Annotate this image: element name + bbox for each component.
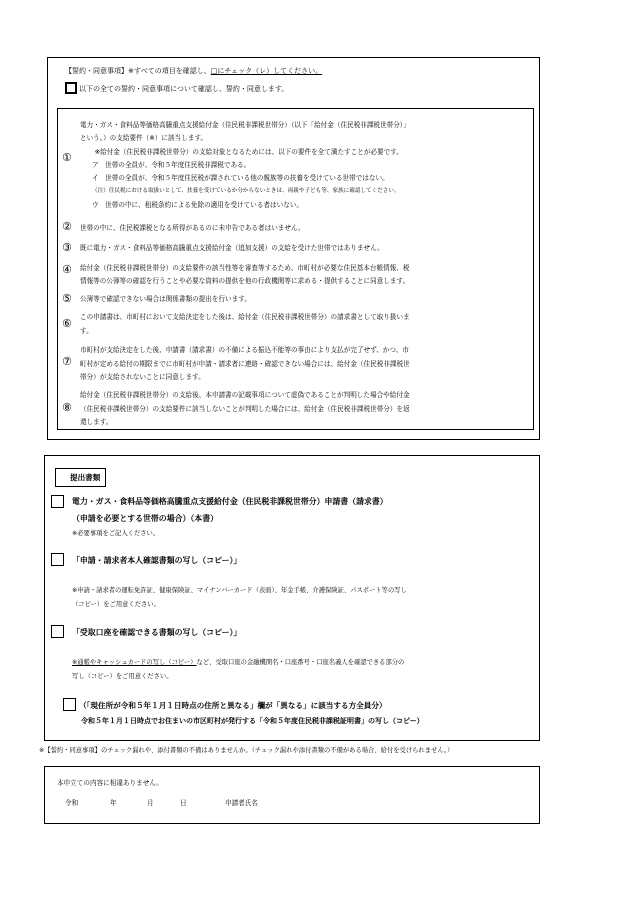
date-year-label: 年 — [110, 799, 117, 807]
item-number-7: ⑦ — [62, 355, 72, 368]
documents-heading: 提出書類 — [70, 473, 101, 482]
pledge-header-instruction: □にチェック（レ）してください。 — [210, 67, 323, 75]
item-1-note: （注）住民税における取扱いとして、扶養を受けているか分からないときは、両親や子ども等、家族に確認してください。 — [92, 188, 400, 194]
doc-1-title: 電力・ガス・食料品等価格高騰重点支援給付金（住民税非課税世帯分）申請書（請求書） — [72, 497, 388, 506]
date-month-label: 月 — [147, 799, 154, 807]
item-7-line-3: 帯分）が支給されないことに同意します。 — [80, 373, 205, 381]
item-number-6: ⑥ — [62, 317, 72, 330]
pledge-header — [65, 68, 322, 75]
date-era-label: 令和 — [65, 799, 79, 807]
item-7-line-2: 町村が定める給付の期限までに市町村が申請・請求者に連絡・確認できない場合には、給付金（住民税非課税世 — [80, 360, 410, 368]
doc-3-note-rest: など、受取口座の金融機関名・口座番号・口座名義人を確認できる部分の — [196, 659, 405, 666]
item-6-line-1: この申請書は、市町村において支給決定をした後は、給付金（住民税非課税世帯分）の請求書として取り扱いま — [80, 313, 410, 321]
item-1-line-4: ア 世帯の全員が、令和５年度住民税非課税である。 — [92, 161, 251, 169]
doc-4-checkbox[interactable] — [63, 698, 76, 711]
item-5-line-1: 公簿等で確認できない場合は関係書類の提出を行います。 — [80, 295, 251, 303]
item-6-line-2: す。 — [80, 327, 93, 335]
doc-4-title: （「現住所が令和５年１月１日時点の住所と異なる」欄が「異なる」に該当する方全員分） — [79, 701, 387, 710]
agree-all-label: 以下の全ての誓約・同意事項について確認し、誓約・同意します。 — [79, 85, 289, 93]
warning-text: ※【誓約・同意事項】のチェック漏れや、添付書類の不備はありませんか。（チェック漏れや添付書類の不備がある場合、給付を受けられません。） — [39, 747, 454, 754]
item-4-line-2: 情報等の公簿等の確認を行うことや必要な資料の提供を他の行政機関等に求める・提供することに同意します。 — [80, 277, 410, 285]
item-1-line-2: という。）の支給要件（※）に該当します。 — [80, 134, 207, 142]
doc-1-note: ※必要事項をご記入ください。 — [72, 530, 160, 537]
item-3-line-1: 既に電力・ガス・食料品等価格高騰重点支援給付金（追加支援）の支給を受けた世帯ではありません。 — [80, 244, 384, 252]
item-8-line-3: 還します。 — [80, 418, 113, 426]
item-8-line-2: （住民税非課税世帯分）の支給要件に該当しないことが判明した場合には、給付金（住民税非課税世帯分）を返 — [80, 405, 410, 413]
doc-3-note-line-1 — [72, 660, 404, 666]
doc-2-note-line-2: （コピー）をご用意ください。 — [72, 601, 160, 608]
declaration-statement: 本申立ての内容に相違ありません。 — [57, 779, 163, 787]
item-4-line-1: 給付金（住民税非課税世帯分）の支給要件の該当性等を審査等するため、市町村が必要な住民基本台帳情報、税 — [80, 264, 410, 272]
doc-3-title: 「受取口座を確認できる書類の写し（コピー）」 — [72, 628, 242, 637]
item-1-line-5: イ 世帯の全員が、令和５年度住民税が課されている他の親族等の扶養を受けている世帯ではない。 — [92, 174, 389, 182]
item-1-line-7: ウ 世帯の中に、租税条約による免除の適用を受けている者はいない。 — [92, 201, 303, 209]
doc-2-title: 「申請・請求者本人確認書類の写し（コピー）」 — [72, 556, 242, 565]
doc-1-subtitle: （申請を必要とする世帯の場合）（本書） — [72, 514, 218, 523]
item-2-line-1: 世帯の中に、住民税課税となる所得があるのに未申告である者はいません。 — [80, 224, 305, 232]
item-1-line-1: 電力・ガス・食料品等価格高騰重点支援給付金（住民税非課税世帯分）（以下「給付金（住民税非課税世帯分）」 — [80, 121, 410, 129]
agree-all-checkbox[interactable] — [65, 82, 77, 94]
doc-2-checkbox[interactable] — [51, 553, 64, 566]
item-number-1: ① — [62, 151, 72, 164]
doc-4-subtitle: 令和５年１月１日時点でお住まいの市区町村が発行する「令和５年度住民税非課税証明書」の写し（コピー） — [81, 717, 424, 725]
applicant-name-label: 申請者氏名 — [225, 799, 258, 807]
item-number-4: ④ — [62, 263, 72, 276]
item-1-line-3: ※給付金（住民税非課税世帯分）の支給対象となるためには、以下の要件を全て満たすことが必要です。 — [88, 148, 403, 156]
doc-3-note-line-2: 写し（コピー）をご用意ください。 — [72, 673, 173, 680]
doc-1-checkbox[interactable] — [51, 495, 64, 508]
item-number-8: ⑧ — [62, 401, 72, 414]
declaration-section — [44, 766, 540, 824]
item-7-line-1: 市町村が支給決定をした後、申請書（請求書）の不備による振込不能等の事由により支払が完了せず、かつ、市 — [80, 346, 409, 354]
item-number-2: ② — [62, 220, 72, 233]
doc-3-note-underlined: ※通帳やキャッシュカードの写し（コピー） — [72, 659, 197, 666]
doc-2-note-line-1: ※申請・請求者の運転免許証、健康保険証、マイナンバーカード（表面）、年金手帳、介護保険証、パスポート等の写し — [72, 587, 407, 594]
pledge-header-text: 【誓約・同意事項】※すべての項目を確認し、 — [65, 67, 211, 75]
item-8-line-1: 給付金（住民税非課税世帯分）の支給後、本申請書の記載事項について虚偽であることが判明した場合や給付金 — [80, 391, 410, 399]
doc-3-checkbox[interactable] — [51, 625, 64, 638]
item-number-5: ⑤ — [62, 292, 72, 305]
date-day-label: 日 — [180, 799, 187, 807]
item-number-3: ③ — [62, 241, 72, 254]
